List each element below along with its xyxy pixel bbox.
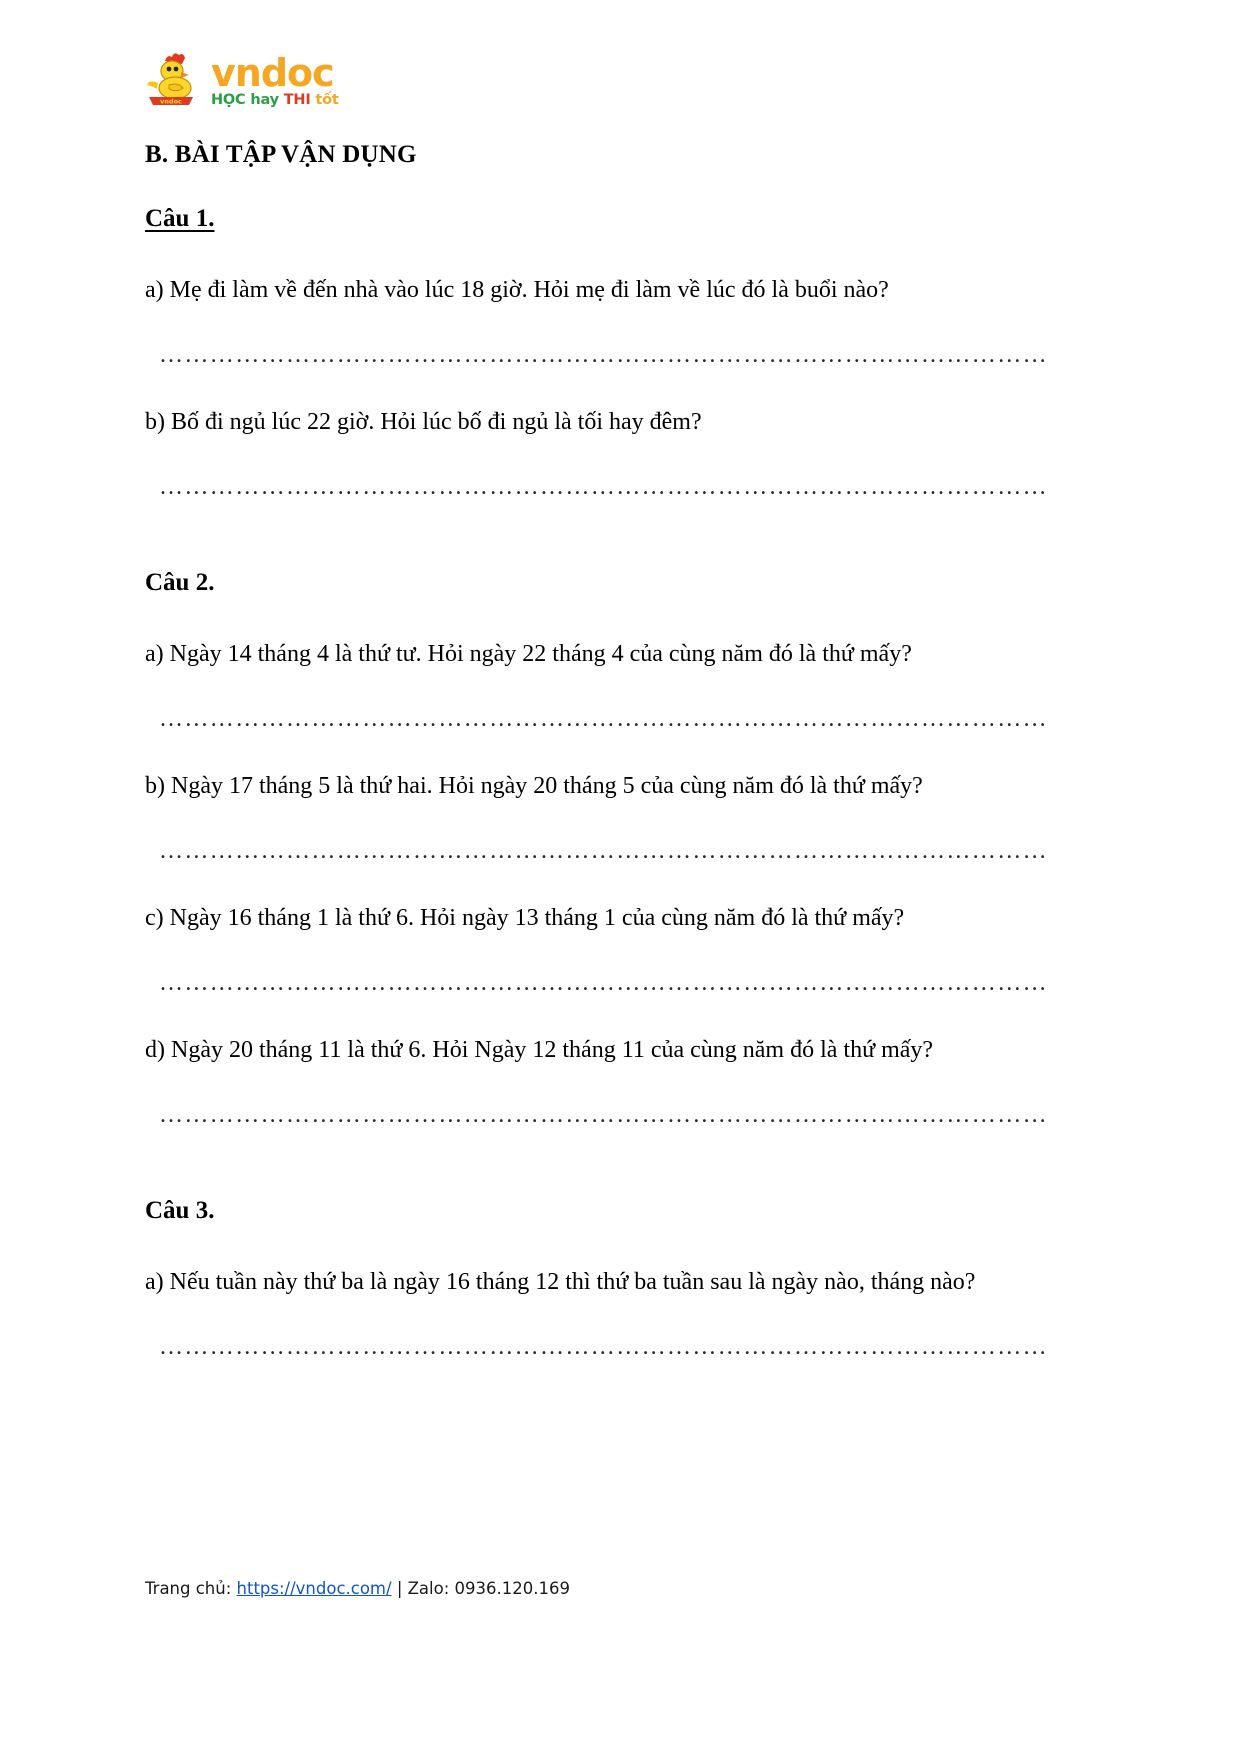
logo-tagline xyxy=(211,92,339,108)
question-1-part-a: a) Mẹ đi làm về đến nhà vào lúc 18 giờ. Hỏi mẹ đi làm về lúc đó là buổi nào? xyxy=(145,277,889,303)
footer-suffix: | Zalo: 0936.120.169 xyxy=(391,1579,570,1598)
logo-tagline-hoc: HỌC hay xyxy=(211,92,284,108)
logo-tagline-tot: tốt xyxy=(315,92,339,108)
question-2-part-d: d) Ngày 20 tháng 11 là thứ 6. Hỏi Ngày 12 tháng 11 của cùng năm đó là thứ mấy? xyxy=(145,1037,934,1063)
answer-line-3a[interactable]: …………………………………………………………………………………………… xyxy=(159,1334,1048,1360)
logo-brand-text: vndoc xyxy=(211,51,334,95)
answer-line-1a[interactable]: …………………………………………………………………………………………… xyxy=(159,342,1048,368)
answer-line-2d[interactable]: …………………………………………………………………………………………… xyxy=(159,1102,1048,1128)
question-heading-1: Câu 1. xyxy=(145,205,215,232)
footer-prefix: Trang chủ: xyxy=(145,1579,237,1598)
footer-homepage-link[interactable]: https://vndoc.com/ xyxy=(236,1579,392,1598)
question-2-part-c: c) Ngày 16 tháng 1 là thứ 6. Hỏi ngày 13 tháng 1 của cùng năm đó là thứ mấy? xyxy=(145,905,905,931)
vndoc-logo[interactable] xyxy=(145,48,1085,110)
answer-line-2c[interactable]: …………………………………………………………………………………………… xyxy=(159,970,1048,996)
section-heading: B. BÀI TẬP VẬN DỤNG xyxy=(145,141,417,168)
page-footer xyxy=(145,1578,1105,1600)
question-heading-2: Câu 2. xyxy=(145,569,215,596)
answer-line-2b[interactable]: …………………………………………………………………………………………… xyxy=(159,838,1048,864)
question-2-part-a: a) Ngày 14 tháng 4 là thứ tư. Hỏi ngày 22 tháng 4 của cùng năm đó là thứ mấy? xyxy=(145,641,912,667)
question-3-part-a: a) Nếu tuần này thứ ba là ngày 16 tháng 12 thì thứ ba tuần sau là ngày nào, tháng nào? xyxy=(145,1269,976,1295)
answer-line-2a[interactable]: …………………………………………………………………………………………… xyxy=(159,706,1048,732)
logo-tagline-thi: THI xyxy=(283,92,316,108)
question-heading-3: Câu 3. xyxy=(145,1197,215,1224)
document-content xyxy=(145,48,1085,1392)
question-1-part-b: b) Bố đi ngủ lúc 22 giờ. Hỏi lúc bố đi ngủ là tối hay đêm? xyxy=(145,409,702,435)
logo-wordmark xyxy=(211,51,339,110)
chicken-mascot-icon xyxy=(145,52,207,110)
svg-text:vndoc: vndoc xyxy=(160,97,182,106)
question-2-part-b: b) Ngày 17 tháng 5 là thứ hai. Hỏi ngày 20 tháng 5 của cùng năm đó là thứ mấy? xyxy=(145,773,923,799)
answer-line-1b[interactable]: …………………………………………………………………………………………… xyxy=(159,474,1048,500)
